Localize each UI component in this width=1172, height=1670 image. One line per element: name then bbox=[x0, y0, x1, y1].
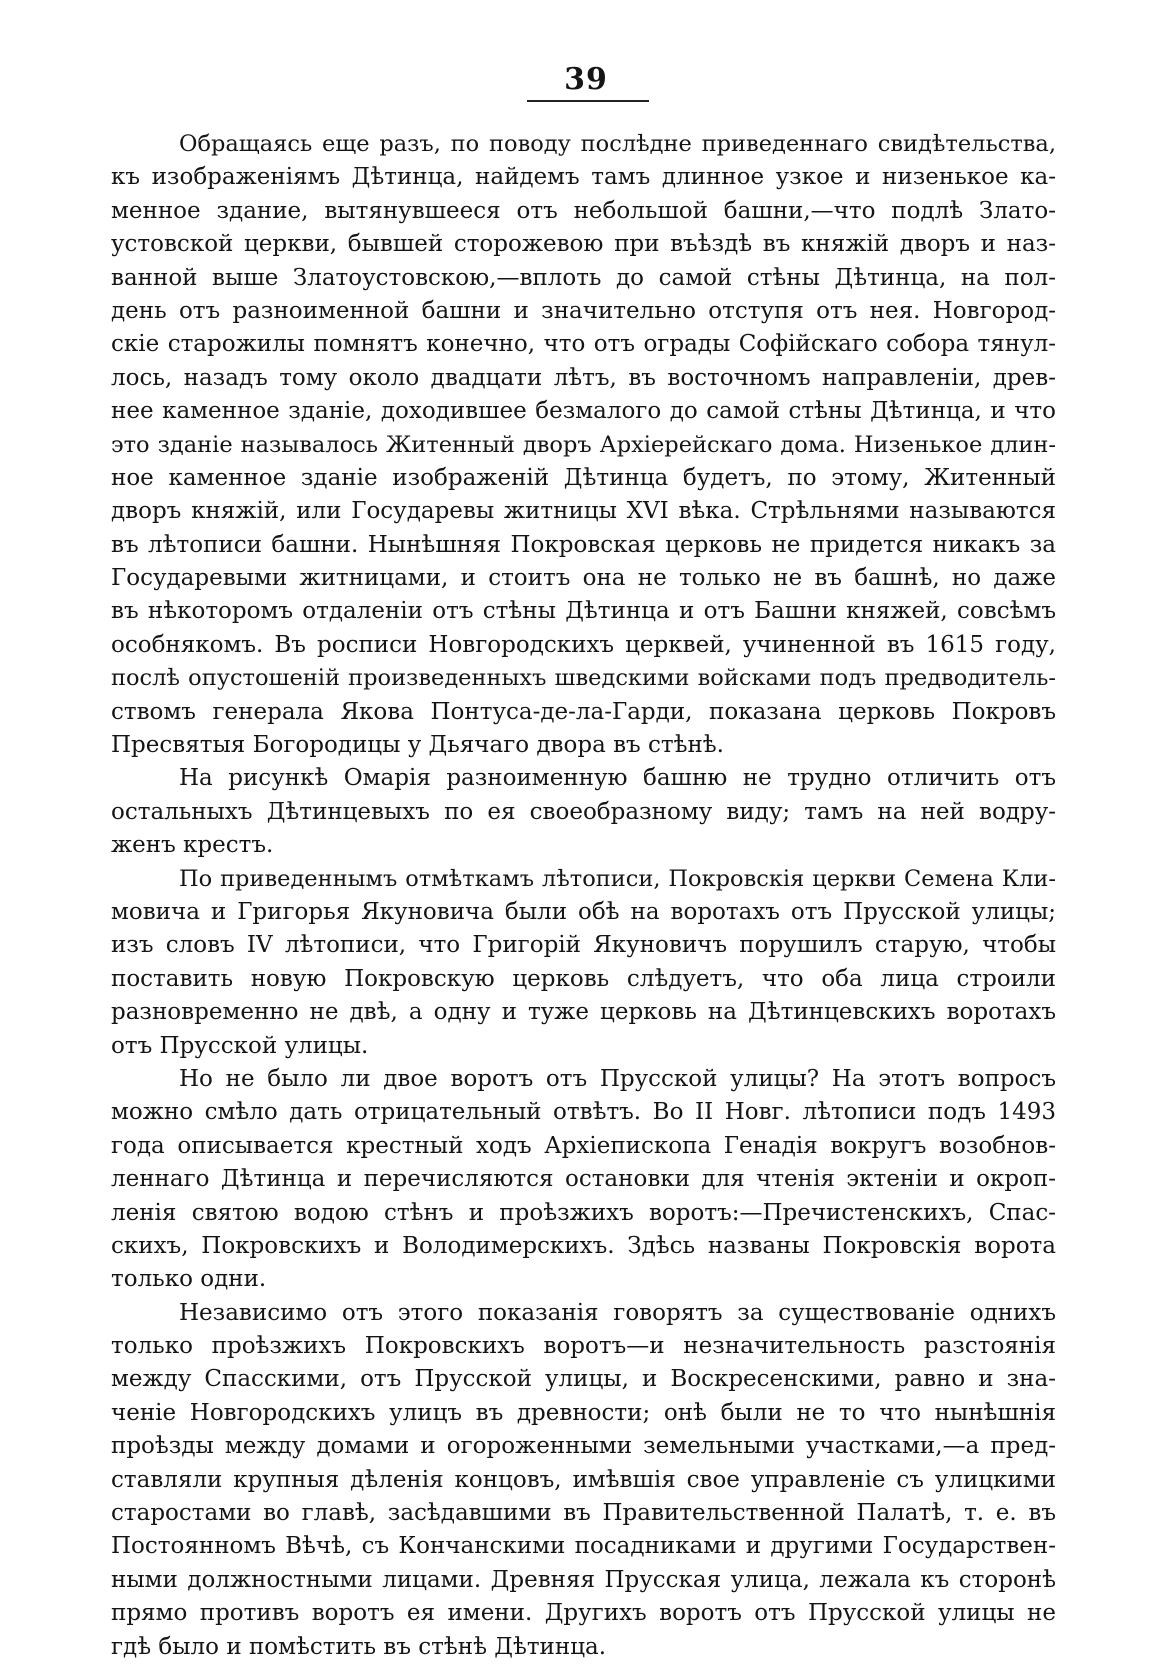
text-line: Независимо отъ этого показанія говорятъ за существованіе однихъ bbox=[179, 1299, 1056, 1326]
text-line: только проѣзжихъ Покровскихъ воротъ—и незначительность разстоянія bbox=[111, 1333, 1056, 1360]
text-line: ставляли крупныя дѣленія концовъ, имѣвшія свое управленіе съ улицкими bbox=[111, 1466, 1056, 1493]
text-line: женъ крестъ. bbox=[111, 832, 274, 859]
text-line: день отъ разноименной башни и значительно отступя отъ нея. Новгород- bbox=[111, 297, 1056, 324]
text-line: прямо противъ воротъ ея имени. Другихъ воротъ отъ Прусской улицы не bbox=[111, 1600, 1056, 1627]
text-line: скихъ, Покровскихъ и Володимерскихъ. Здѣсь названы Покровскія ворота bbox=[111, 1232, 1056, 1259]
text-line: По приведеннымъ отмѣткамъ лѣтописи, Покровскія церкви Семена Кли- bbox=[179, 865, 1056, 892]
text-line: къ изображеніямъ Дѣтинца, найдемъ тамъ длинное узкое и низенькое ка- bbox=[111, 164, 1056, 191]
text-line: Пресвятыя Богородицы у Дьячаго двора въ стѣнѣ. bbox=[111, 732, 724, 759]
text-line: ствомъ генерала Якова Понтуса-де-ла-Гарди, показана церковь Покровъ bbox=[111, 698, 1056, 725]
text-line: нее каменное зданіе, доходившее безмалого до самой стѣны Дѣтинца, и что bbox=[111, 398, 1056, 425]
text-line: Обращаясь еще разъ, по поводу послѣдне приведеннаго свидѣтельства, bbox=[179, 131, 1056, 157]
text-line: На рисункѣ Омарія разноименную башню не трудно отличить отъ bbox=[179, 765, 1056, 792]
header-rule bbox=[527, 100, 649, 102]
text-line: въ нѣкоторомъ отдаленіи отъ стѣны Дѣтинца и отъ Башни княжей, совсѣмъ bbox=[111, 598, 1056, 625]
text-line: Постоянномъ Вѣчѣ, съ Кончанскими посадниками и другими Государствен- bbox=[111, 1533, 1056, 1560]
text-line: Но не было ли двое воротъ отъ Прусской улицы? На этотъ вопросъ bbox=[179, 1065, 1056, 1092]
body-text bbox=[111, 128, 1056, 1664]
text-line: ченіе Новгородскихъ улицъ въ древности; онѣ были не то что нынѣшнія bbox=[111, 1399, 1056, 1426]
text-line: послѣ опустошеній произведенныхъ шведскими войсками подъ предводитель- bbox=[111, 665, 1056, 692]
text-line: скіе старожилы помнятъ конечно, что отъ ограды Софійскаго собора тянул- bbox=[111, 331, 1056, 358]
text-line: гдѣ было и помѣстить въ стѣнѣ Дѣтинца. bbox=[111, 1633, 607, 1660]
text-line: ленія святою водою стѣнъ и проѣзжихъ воротъ:—Пречистенскихъ, Спас- bbox=[111, 1199, 1056, 1226]
text-line: въ лѣтописи башни. Нынѣшняя Покровская церковь не придется никакъ за bbox=[111, 531, 1056, 558]
text-line: дворъ княжій, или Государевы житницы XVI вѣка. Стрѣльнями называются bbox=[111, 498, 1056, 525]
text-line: ванной выше Златоустовскою,—вплоть до самой стѣны Дѣтинца, на пол- bbox=[111, 264, 1056, 291]
text-line: между Спасскими, отъ Прусской улицы, и Воскресенскими, равно и зна- bbox=[111, 1366, 1056, 1393]
text-line: лось, назадъ тому около двадцати лѣтъ, въ восточномъ направленіи, древ- bbox=[111, 364, 1056, 391]
text-line: года описывается крестный ходъ Архіепископа Генадія вокругъ возобнов- bbox=[111, 1132, 1056, 1159]
text-line: особнякомъ. Въ росписи Новгородскихъ церквей, учиненной въ 1615 году, bbox=[111, 631, 1056, 658]
text-line: леннаго Дѣтинца и перечисляются остановки для чтенія эктеніи и окроп- bbox=[111, 1166, 1056, 1193]
text-line: мовича и Григорья Якуновича были обѣ на воротахъ отъ Прусской улицы; bbox=[111, 898, 1056, 925]
text-line: это зданіе называлось Житенный дворъ Архіерейскаго дома. Низенькое длин- bbox=[111, 431, 1056, 458]
text-line: можно смѣло дать отрицательный отвѣтъ. Во II Новг. лѣтописи подъ 1493 bbox=[111, 1099, 1056, 1126]
page-number: 39 bbox=[564, 62, 608, 97]
text-line: отъ Прусской улицы. bbox=[111, 1032, 369, 1059]
text-line: менное здание, вытянувшееся отъ небольшой башни,—что подлѣ Злато- bbox=[111, 197, 1056, 224]
text-line: устовской церкви, бывшей сторожевою при въѣздѣ въ княжій дворъ и наз- bbox=[111, 231, 1056, 258]
text-line: только одни. bbox=[111, 1266, 267, 1293]
text-line: Государевыми житницами, и стоитъ она не только не въ башнѣ, но даже bbox=[111, 565, 1056, 592]
text-line: проѣзды между домами и огороженными земельными участками,—а пред- bbox=[111, 1433, 1056, 1460]
text-line: старостами во главѣ, засѣдавшими въ Правительственной Палатѣ, т. е. въ bbox=[111, 1500, 1056, 1527]
text-line: изъ словъ IV лѣтописи, что Григорій Якуновичъ порушилъ старую, чтобы bbox=[111, 932, 1056, 959]
text-line: ное каменное зданіе изображеній Дѣтинца будетъ, по этому, Житенный bbox=[111, 464, 1056, 491]
text-line: поставить новую Покровскую церковь слѣдуетъ, что оба лица строили bbox=[111, 965, 1056, 992]
text-line: разновременно не двѣ, а одну и туже церковь на Дѣтинцевскихъ воротахъ bbox=[111, 999, 1056, 1026]
text-line: ными должностными лицами. Древняя Прусская улица, лежала къ сторонѣ bbox=[111, 1566, 1056, 1593]
text-line: остальныхъ Дѣтинцевыхъ по ея своеобразному виду; тамъ на ней водру- bbox=[111, 798, 1056, 825]
